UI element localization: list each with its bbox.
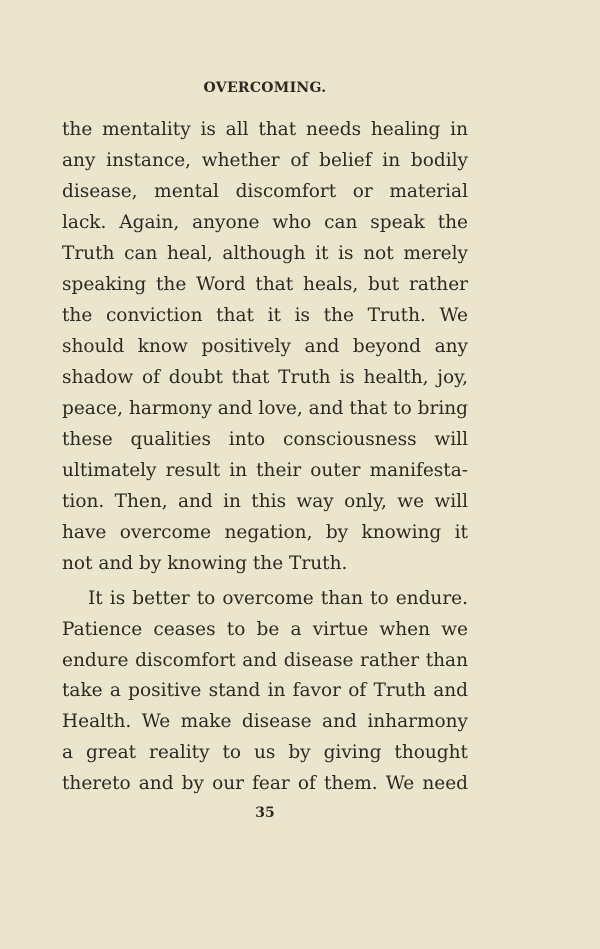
- text-line: disease, mental discomfort or material: [62, 181, 468, 202]
- text-line: a great reality to us by giving thought: [62, 741, 468, 763]
- text-line: the mentality is all that needs healing in: [62, 119, 468, 140]
- text-line: Truth can heal, although it is not merely: [62, 243, 468, 264]
- page-number: 35: [255, 805, 275, 821]
- text-line: any instance, whether of belief in bodily: [62, 150, 468, 171]
- text-line: should know positively and beyond any: [62, 336, 468, 357]
- text-line: It is better to overcome than to endure.: [88, 588, 468, 609]
- text-line: have overcome negation, by knowing it: [62, 522, 468, 543]
- running-header: OVERCOMING.: [203, 80, 327, 96]
- text-line: thereto and by our fear of them. We need: [62, 772, 468, 794]
- text-line: not and by knowing the Truth.: [62, 553, 348, 574]
- text-line: tion. Then, and in this way only, we will: [62, 491, 468, 512]
- text-line: Health. We make disease and inharmony: [62, 711, 468, 733]
- text-line: Patience ceases to be a virtue when we: [62, 618, 468, 640]
- text-line: ultimately result in their outer manifesta-: [62, 460, 468, 481]
- text-line: take a positive stand in favor of Truth and: [62, 680, 468, 702]
- paragraph-1: [62, 114, 468, 579]
- text-line: these qualities into consciousness will: [62, 429, 468, 450]
- text-line: lack. Again, anyone who can speak the: [62, 212, 468, 233]
- paragraph-2: [62, 584, 468, 800]
- text-line: the conviction that it is the Truth. We: [62, 305, 468, 326]
- text-line: endure discomfort and disease rather than: [62, 649, 468, 671]
- text-line: peace, harmony and love, and that to bring: [62, 398, 468, 419]
- text-line: shadow of doubt that Truth is health, joy,: [62, 367, 468, 388]
- page-body: [62, 114, 468, 800]
- text-line: speaking the Word that heals, but rather: [62, 274, 468, 295]
